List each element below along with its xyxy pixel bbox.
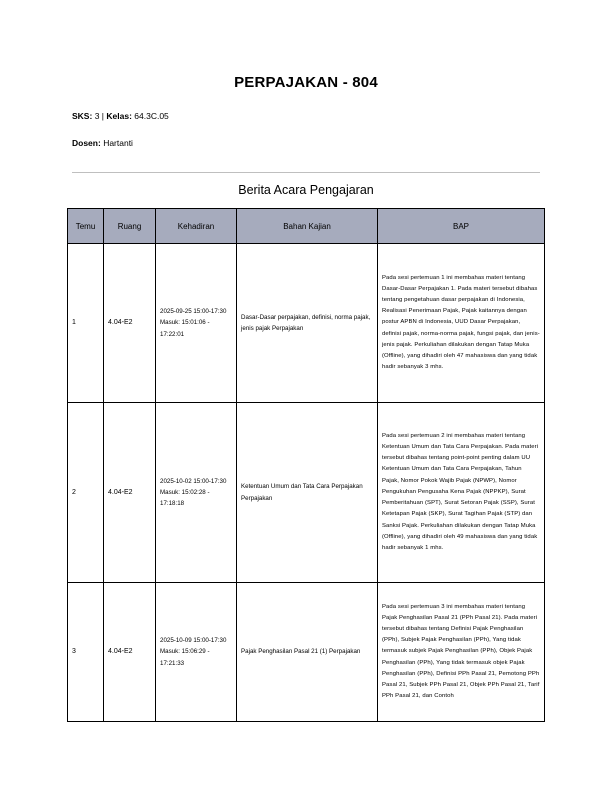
cell-ruang: 4.04-E2	[104, 403, 156, 583]
cell-bap: Pada sesi pertemuan 3 ini membahas materi tentang Pajak Penghasilan Pasal 21 (PPh Pasal 21). Pada materi tersebut dibahas tentang Definisi Pajak Penghasilan (PPh), Subjek Pajak Penghasilan (PPh), Yang tidak termasuk subjek Pajak Penghasilan (PPh), Objek Pajak Penghasilan (PPh), Yang tidak termasuk objek Pajak Penghasilan (PPh), Definisi PPh Pasal 21, Pemotong PPh Pasal 21, Subjek PPh Pasal 21, Objek PPh Pasal 21, Tarif PPh Pasal 21, dan Contoh	[378, 583, 545, 722]
divider	[72, 172, 540, 173]
dosen-label: Dosen:	[72, 138, 101, 148]
cell-bahan-kajian: Dasar-Dasar perpajakan, definisi, norma pajak, jenis pajak Perpajakan	[237, 244, 378, 403]
header-ruang: Ruang	[104, 209, 156, 244]
header-bap: BAP	[378, 209, 545, 244]
cell-temu: 1	[68, 244, 104, 403]
cell-kehadiran: 2025-09-25 15:00-17:30 Masuk: 15:01:06 - 17:22:01	[156, 244, 237, 403]
kelas-label: Kelas:	[106, 111, 132, 121]
course-meta	[72, 111, 169, 121]
cell-ruang: 4.04-E2	[104, 244, 156, 403]
cell-bahan-kajian: Ketentuan Umum dan Tata Cara Perpajakan Perpajakan	[237, 403, 378, 583]
cell-temu: 2	[68, 403, 104, 583]
header-kehadiran: Kehadiran	[156, 209, 237, 244]
table-row	[68, 244, 545, 403]
dosen-value: Hartanti	[103, 138, 133, 148]
header-bahan-kajian: Bahan Kajian	[237, 209, 378, 244]
cell-kehadiran: 2025-10-02 15:00-17:30 Masuk: 15:02:28 - 17:18:18	[156, 403, 237, 583]
table-header-row	[68, 209, 545, 244]
header-temu: Temu	[68, 209, 104, 244]
cell-ruang: 4.04-E2	[104, 583, 156, 722]
lecturer-meta	[72, 138, 133, 148]
table-row	[68, 403, 545, 583]
cell-bap: Pada sesi pertemuan 1 ini membahas materi tentang Dasar-Dasar Perpajakan 1. Pada materi tersebut dibahas tentang pengetahuan dasar perpajakan di Indonesia, Realisasi Penerimaan Pajak, Pajak kaitannya dengan postur APBN di Indonesia, UUD Dasar Perpajakan, definisi pajak, norma-norma pajak, fungsi pajak, dan jenis-jenis pajak. Perkuliahan dilakukan dengan Tatap Muka (Offline), yang dihadiri oleh 47 mahasiswa dan yang tidak hadir sebanyak 3 mhs.	[378, 244, 545, 403]
course-title: PERPAJAKAN - 804	[234, 74, 378, 91]
section-title: Berita Acara Pengajaran	[238, 183, 374, 197]
kelas-value: 64.3C.05	[134, 111, 169, 121]
cell-bahan-kajian: Pajak Penghasilan Pasal 21 (1) Perpajakan	[237, 583, 378, 722]
table-row	[68, 583, 545, 722]
cell-temu: 3	[68, 583, 104, 722]
sks-value: 3	[94, 111, 100, 121]
cell-bap: Pada sesi pertemuan 2 ini membahas materi tentang Ketentuan Umum dan Tata Cara Perpajakan. Pada materi tersebut dibahas tentang point-point penting dalam UU Ketentuan Umum dan Tata Cara Perpajakan, Tahun Pajak, Nomor Pokok Wajib Pajak (NPWP), Nomor Pengukuhan Pengusaha Kena Pajak (NPPKP), Surat Pemberitahuan (SPT), Surat Setoran Pajak (SSP), Surat Ketetapan Pajak (SKP), Surat Tagihan Pajak (STP) dan Sanksi Pajak. Perkuliahan dilakukan dengan Tatap Muka (Offline), yang dihadiri oleh 49 mahasiswa dan yang tidak hadir sebanyak 1 mhs.	[378, 403, 545, 583]
bap-table	[67, 208, 545, 722]
meta-separator: |	[101, 111, 105, 121]
cell-kehadiran: 2025-10-09 15:00-17:30 Masuk: 15:06:29 - 17:21:33	[156, 583, 237, 722]
sks-label: SKS:	[72, 111, 93, 121]
